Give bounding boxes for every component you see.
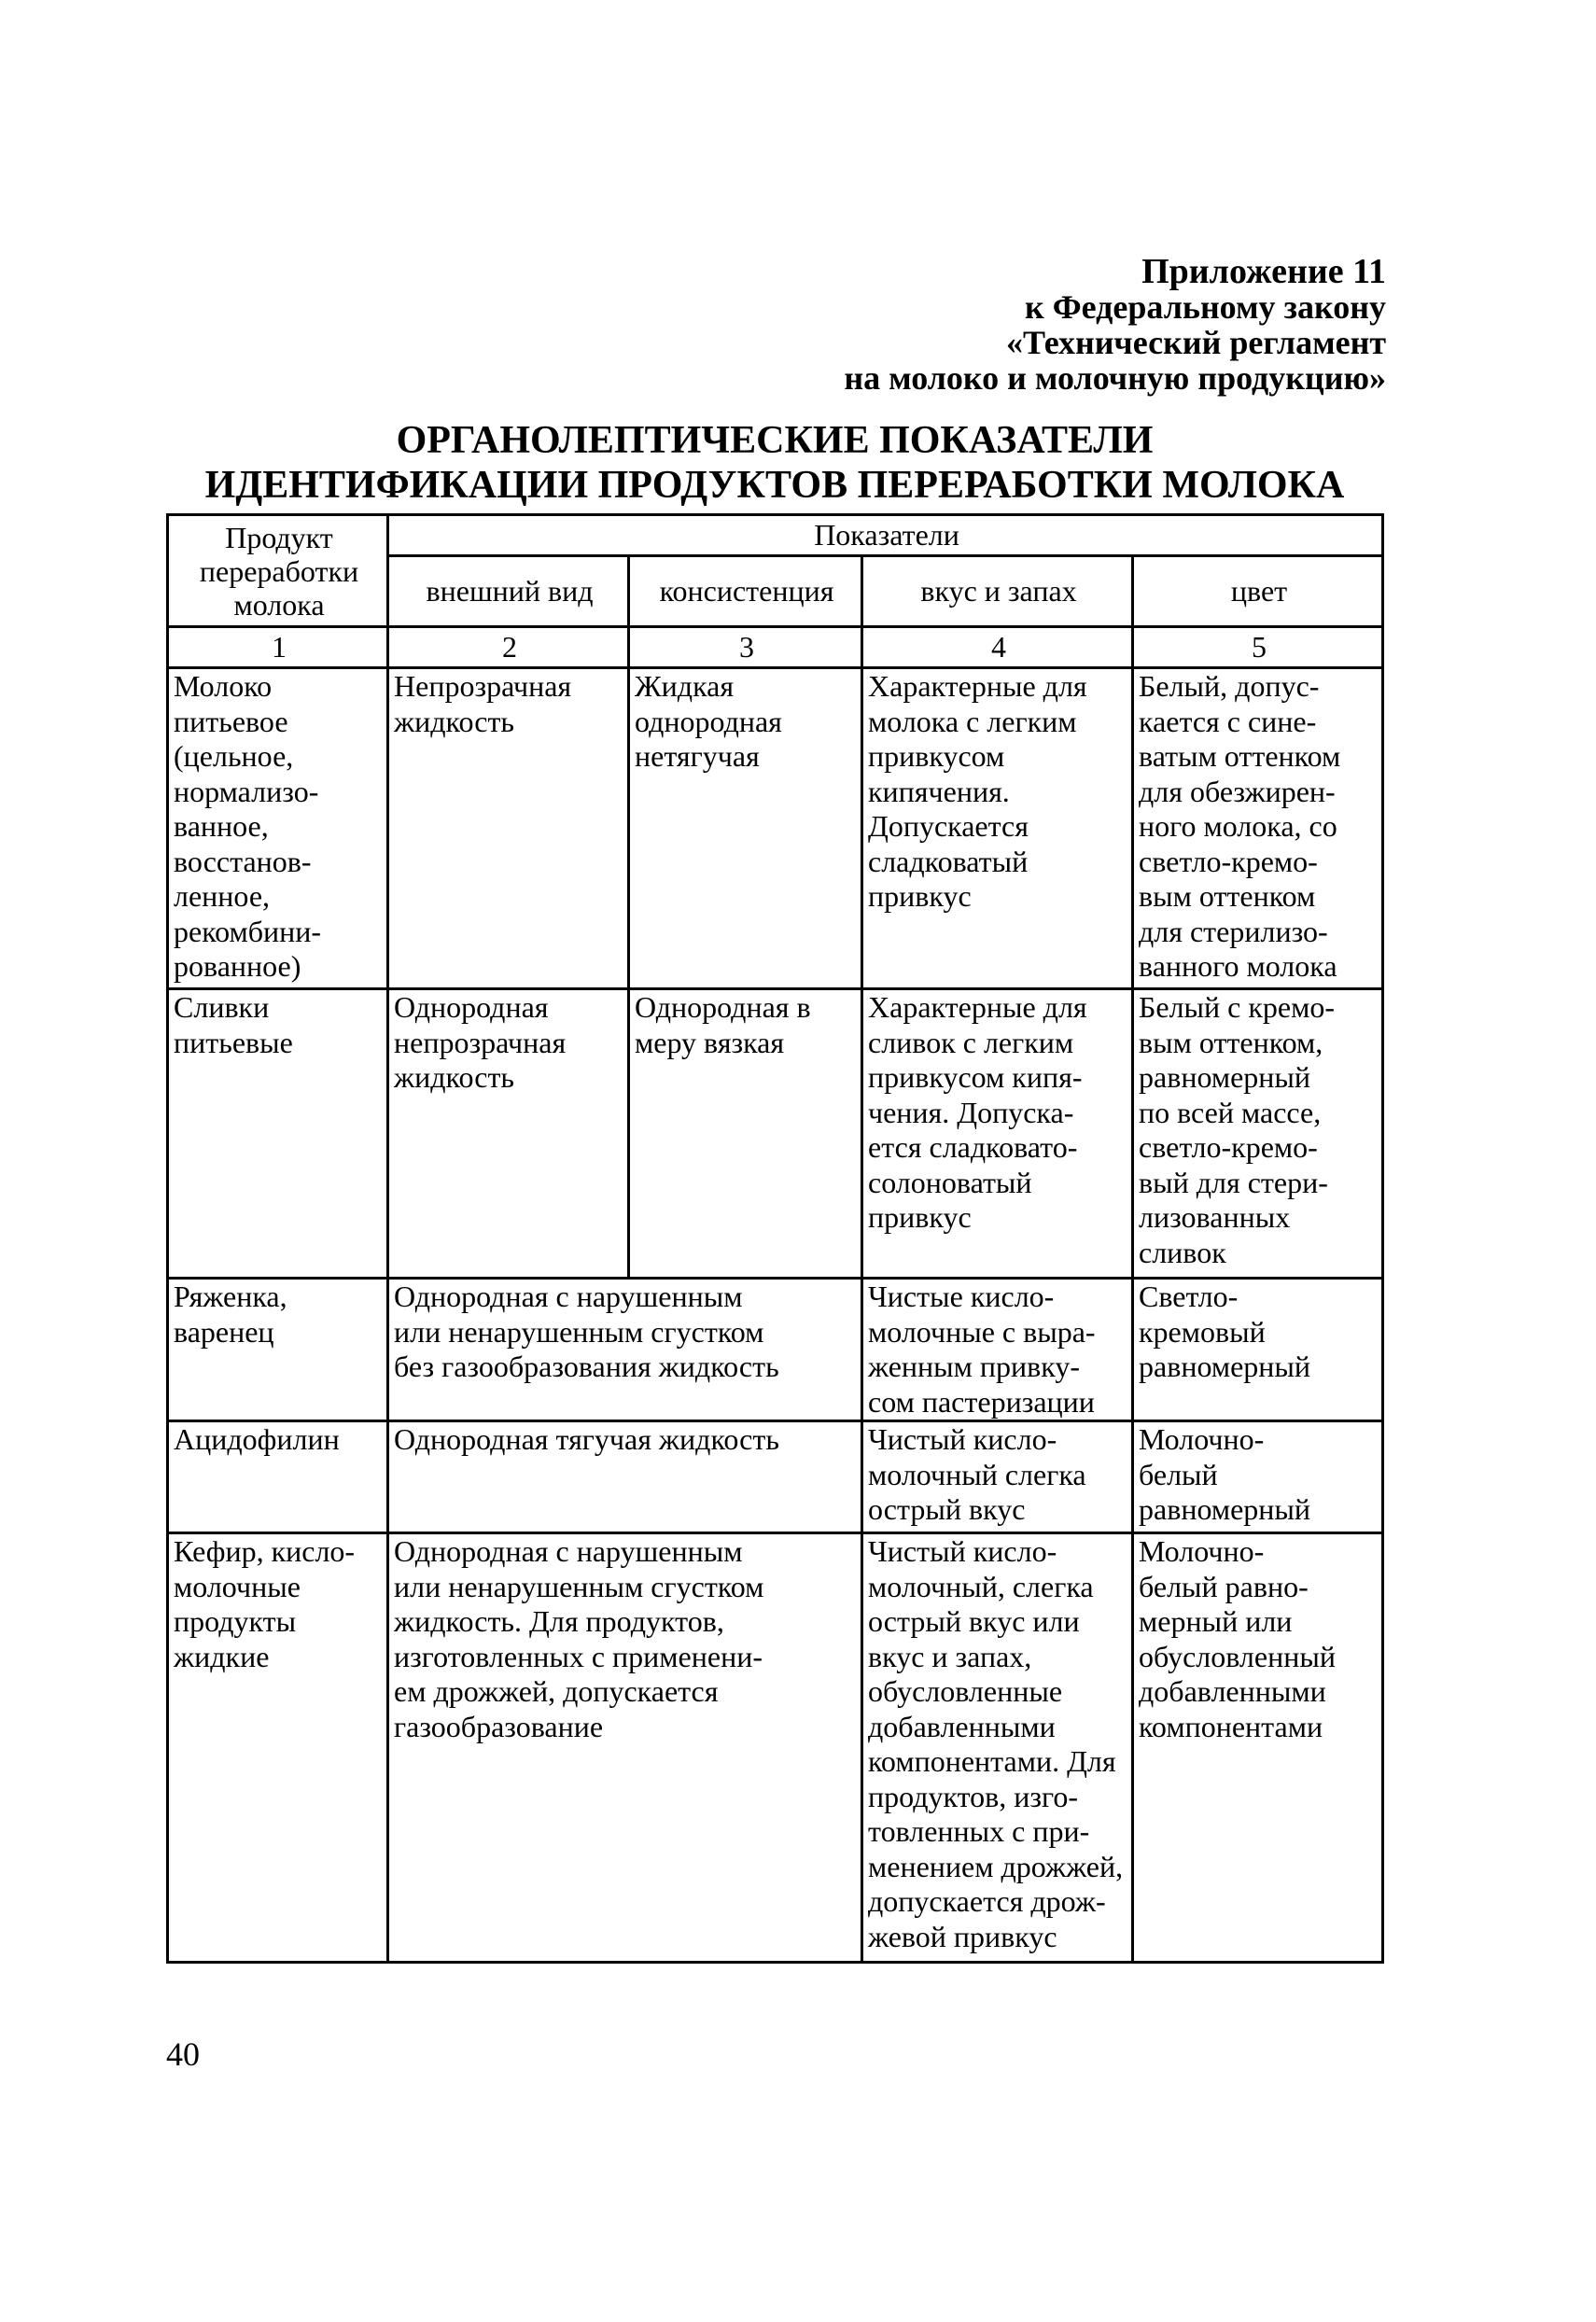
cell-product: Молоко питьевое (цельное, нормализо- ванное, восстанов- ленное, рекомбини- рованное)	[168, 668, 388, 989]
cell-color: Молочно- белый равномерный	[1133, 1421, 1383, 1533]
appendix-line-4: на молоко и молочную продукцию»	[844, 359, 1386, 397]
cell-color: Белый с кремо- вым оттенком, равномерный по всей массе, светло-кремо- вый для стери- лизованных сливок	[1133, 989, 1383, 1279]
title-line-2: ИДЕНТИФИКАЦИИ ПРОДУКТОВ ПЕРЕРАБОТКИ МОЛОКА	[204, 464, 1345, 507]
cell-appearance-consistency: Однородная с нарушенным или ненарушенным сгустком жидкость. Для продуктов, изготовленных с применени- ем дрожжей, допускается газообразование	[388, 1533, 862, 1963]
column-number: 2	[388, 627, 629, 668]
cell-taste-smell: Характерные для сливок с легким привкусом кипя- чения. Допуска- ется сладковато- солоноватый привкус	[862, 989, 1133, 1279]
cell-product: Ряженка, варенец	[168, 1279, 388, 1421]
cell-taste-smell: Чистый кисло- молочный слегка острый вкус	[862, 1421, 1133, 1533]
cell-taste-smell: Чистый кисло- молочный, слегка острый вкус или вкус и запах, обусловленные добавленными компонентами. Для продуктов, изго- товленных с при- менением дрожжей, допускается дрож- жевой привкус	[862, 1533, 1133, 1963]
cell-color: Белый, допус- кается с сине- ватым оттенком для обезжирен- ного молока, со светло-кремо- вым оттенком для стерилизо- ванного молока	[1133, 668, 1383, 989]
appendix-line-3: «Технический регламент	[1006, 324, 1386, 361]
cell-appearance-consistency: Однородная с нарушенным или ненарушенным сгустком без газообразования жидкость	[388, 1279, 862, 1421]
header-appearance: внешний вид	[388, 556, 629, 627]
cell-taste-smell: Характерные для молока с легким привкусом кипячения. Допускается сладковатый привкус	[862, 668, 1133, 989]
table-row	[168, 668, 1383, 989]
cell-product: Сливки питьевые	[168, 989, 388, 1279]
table-row	[168, 989, 1383, 1279]
appendix-heading	[844, 254, 1386, 396]
cell-color: Молочно- белый равно- мерный или обусловленный добавленными компонентами	[1133, 1533, 1383, 1963]
table-row	[168, 1533, 1383, 1963]
document-title	[163, 418, 1386, 508]
header-color: цвет	[1133, 556, 1383, 627]
table-row	[168, 1421, 1383, 1533]
appendix-line-2: к Федеральному закону	[1025, 288, 1386, 326]
cell-appearance: Однородная непрозрачная жидкость	[388, 989, 629, 1279]
table-row	[168, 1279, 1383, 1421]
column-number: 1	[168, 627, 388, 668]
cell-appearance: Непрозрачная жидкость	[388, 668, 629, 989]
organoleptic-table	[166, 513, 1384, 1964]
cell-consistency: Жидкая однородная нетягучая	[629, 668, 862, 989]
cell-product: Ацидофилин	[168, 1421, 388, 1533]
header-taste-smell: вкус и запах	[862, 556, 1133, 627]
column-number: 4	[862, 627, 1133, 668]
header-product: Продукт переработки молока	[168, 515, 388, 627]
cell-color: Светло- кремовый равномерный	[1133, 1279, 1383, 1421]
header-consistency: консистенция	[629, 556, 862, 627]
cell-product: Кефир, кисло- молочные продукты жидкие	[168, 1533, 388, 1963]
header-indicators: Показатели	[388, 515, 1383, 556]
column-number: 5	[1133, 627, 1383, 668]
page-number: 40	[166, 2035, 200, 2073]
appendix-line-1: Приложение 11	[1141, 252, 1386, 291]
cell-taste-smell: Чистые кисло- молочные с выра- женным привку- сом пастеризации	[862, 1279, 1133, 1421]
column-number: 3	[629, 627, 862, 668]
column-number-row	[168, 627, 1383, 668]
cell-consistency: Однородная в меру вязкая	[629, 989, 862, 1279]
cell-appearance-consistency: Однородная тягучая жидкость	[388, 1421, 862, 1533]
title-line-1: ОРГАНОЛЕПТИЧЕСКИЕ ПОКАЗАТЕЛИ	[396, 419, 1154, 462]
header-row-1	[168, 515, 1383, 556]
